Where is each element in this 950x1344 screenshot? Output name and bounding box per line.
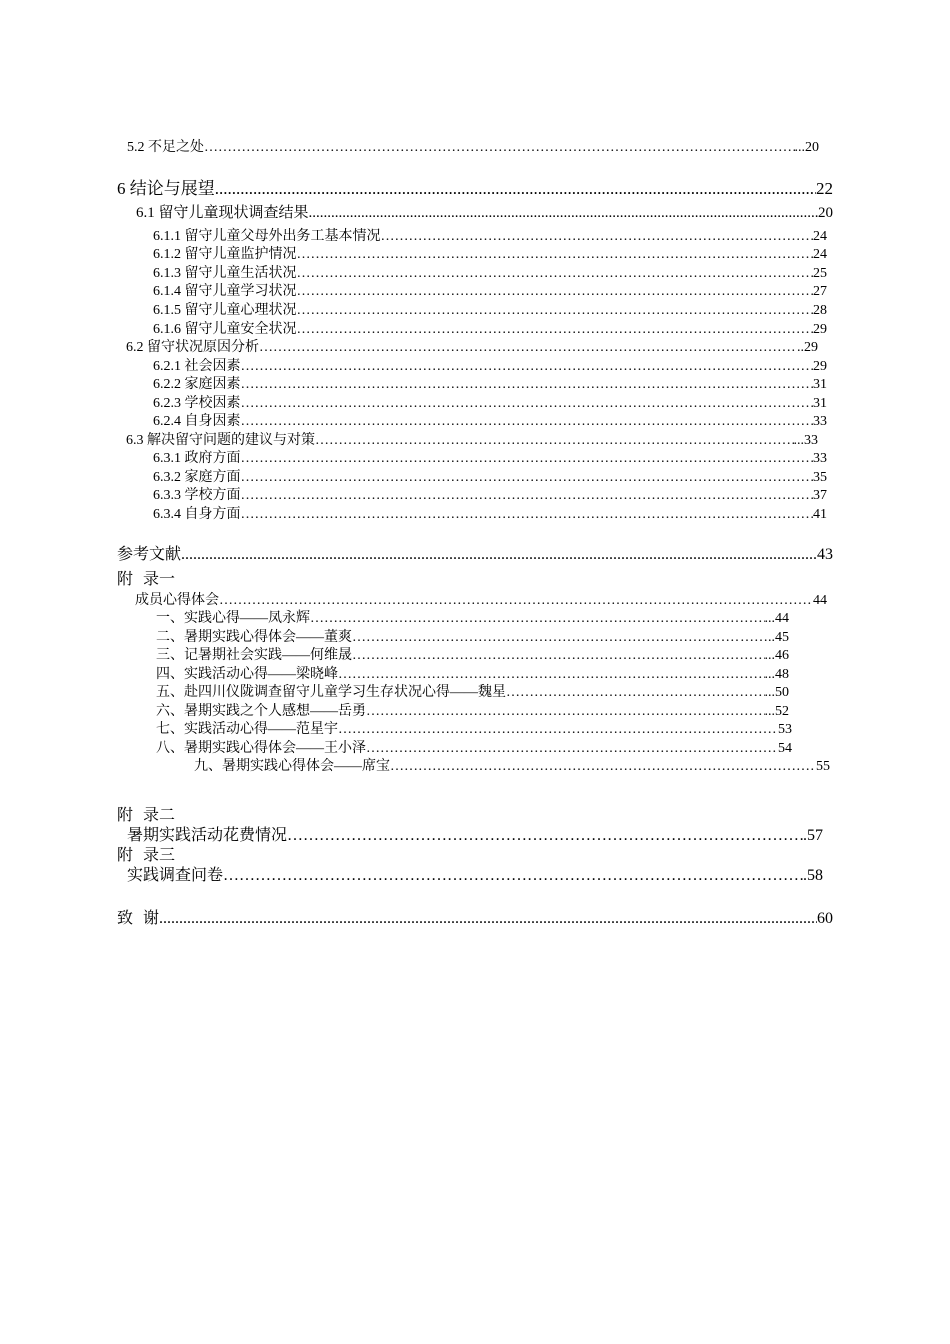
toc-leader [241, 377, 814, 393]
toc-title: 成员心得体会 [135, 593, 219, 608]
toc-page-number: 53 [778, 722, 792, 737]
toc-entry-6-3[interactable] [126, 429, 818, 449]
toc-entry-appendix-1-5[interactable] [156, 681, 789, 701]
toc-title: 6.3.4 自身方面 [153, 507, 241, 522]
toc-title: 6.1.4 留守儿童学习状况 [153, 284, 297, 299]
toc-entry-appendix-3[interactable] [127, 862, 823, 885]
appendix-3-heading: 附 录三 [117, 847, 176, 864]
toc-leader [310, 611, 765, 627]
toc-entry-appendix-1-1[interactable] [156, 607, 789, 627]
toc-page-number: 44 [813, 593, 827, 608]
toc-leader [181, 546, 817, 564]
toc-entry-members[interactable] [135, 589, 827, 609]
toc-page-number: 29 [813, 359, 827, 374]
toc-title: 6.1.2 留守儿童监护情况 [153, 247, 297, 262]
toc-title: 6.3.3 学校方面 [153, 488, 241, 503]
toc-page-number: 31 [813, 377, 827, 392]
toc-page-number: ...50 [764, 685, 789, 700]
toc-entry-6-2-4[interactable] [153, 410, 827, 430]
toc-leader [352, 648, 765, 664]
toc-leader [223, 867, 803, 885]
toc-leader [241, 507, 814, 523]
toc-entry-appendix-1-8[interactable] [156, 737, 792, 757]
toc-title: 三、记暑期社会实践——何维晟 [156, 648, 352, 663]
toc-entry-appendix-1-2[interactable] [156, 626, 789, 646]
toc-title: 6.2.3 学校因素 [153, 396, 241, 411]
toc-page-number: 22 [816, 179, 833, 198]
toc-page-number: ...33 [793, 433, 818, 448]
toc-leader [241, 414, 814, 430]
toc-title: 八、暑期实践心得体会——王小泽 [156, 741, 366, 756]
toc-title: 参考文献 [117, 546, 182, 563]
toc-title: 6.1.5 留守儿童心理状况 [153, 303, 297, 318]
toc-page-number: 28 [813, 303, 827, 318]
toc-title: 四、实践活动心得——梁晓峰 [156, 667, 338, 682]
toc-title: 致 谢 [117, 910, 160, 927]
toc-entry-6[interactable] [117, 174, 833, 199]
toc-entry-references[interactable] [117, 541, 833, 564]
toc-title: 6.2 留守状况原因分析 [126, 340, 259, 355]
appendix-1-heading: 附 录一 [117, 571, 176, 588]
appendix-2-heading: 附 录二 [117, 807, 176, 824]
toc-leader [390, 759, 816, 775]
toc-leader [259, 340, 797, 356]
toc-page-number: 20 [818, 205, 833, 221]
toc-title: 6.3 解决留守问题的建议与对策 [126, 433, 315, 448]
toc-leader [287, 827, 803, 845]
toc-page-number: .58 [803, 867, 823, 884]
toc-entry-appendix-2[interactable] [127, 822, 823, 845]
toc-title: 九、暑期实践心得体会——席宝 [194, 759, 390, 774]
toc-title: 6 结论与展望 [117, 179, 215, 198]
toc-entry-6-1-2[interactable] [153, 243, 827, 263]
toc-title: 七、实践活动心得——范星宇 [156, 722, 338, 737]
toc-page-number: 41 [813, 507, 827, 522]
toc-page-number: 43 [817, 546, 833, 563]
toc-entry-6-1-5[interactable] [153, 299, 827, 319]
toc-entry-6-2[interactable] [126, 336, 818, 356]
toc-title: 二、暑期实践心得体会——董爽 [156, 630, 352, 645]
toc-leader [338, 722, 778, 738]
toc-entry-appendix-1-3[interactable] [156, 644, 789, 664]
toc-leader [297, 303, 814, 319]
toc-entry-appendix-1-7[interactable] [156, 718, 792, 738]
toc-title: 一、实践心得——凤永辉 [156, 611, 310, 626]
toc-page-number: 31 [813, 396, 827, 411]
toc-page-number: 29 [813, 322, 827, 337]
toc-leader [297, 284, 814, 300]
toc-title: 6.2.4 自身因素 [153, 414, 241, 429]
toc-title: 五、赴四川仪陇调查留守儿童学习生存状况心得——魏星 [156, 685, 506, 700]
toc-entry-6-1[interactable] [136, 201, 833, 222]
toc-leader [204, 140, 795, 156]
toc-entry-6-3-4[interactable] [153, 503, 827, 523]
toc-entry-6-2-1[interactable] [153, 355, 827, 375]
toc-leader [309, 205, 818, 222]
toc-page-number: 37 [813, 488, 827, 503]
toc-page-number: 25 [813, 266, 827, 281]
toc-page-number: 54 [778, 741, 792, 756]
toc-title: 6.1.3 留守儿童生活状况 [153, 266, 297, 281]
toc-page-number: 60 [817, 910, 833, 927]
toc-entry-6-3-3[interactable] [153, 484, 827, 504]
toc-page-number: ...20 [794, 140, 819, 155]
toc-leader [506, 685, 765, 701]
toc-title: 实践调查问卷 [127, 867, 224, 884]
toc-entry-6-1-3[interactable] [153, 262, 827, 282]
toc-title: 六、暑期实践之个人感想——岳勇 [156, 704, 366, 719]
toc-entry-5-2[interactable] [127, 136, 819, 156]
toc-entry-appendix-1-9[interactable] [194, 755, 830, 775]
toc-entry-6-2-3[interactable] [153, 392, 827, 412]
toc-title: 6.3.2 家庭方面 [153, 470, 241, 485]
toc-title: 6.1.1 留守儿童父母外出务工基本情况 [153, 229, 381, 244]
toc-entry-6-3-1[interactable] [153, 447, 827, 467]
toc-page-number: 33 [813, 414, 827, 429]
toc-entry-6-2-2[interactable] [153, 373, 827, 393]
toc-title: 6.2.1 社会因素 [153, 359, 241, 374]
toc-page-number: ...48 [764, 667, 789, 682]
toc-entry-6-1-6[interactable] [153, 318, 827, 338]
toc-page-number: 55 [816, 759, 830, 774]
toc-page-number: 24 [813, 247, 827, 262]
toc-page-number: ……..45 [740, 630, 789, 645]
toc-entry-6-1-4[interactable] [153, 280, 827, 300]
toc-title: 6.3.1 政府方面 [153, 451, 241, 466]
toc-page-number: ...44 [764, 611, 789, 626]
toc-page-number: ...46 [764, 648, 789, 663]
toc-leader [159, 910, 817, 928]
toc-page-number: 27 [813, 284, 827, 299]
toc-title: 6.1.6 留守儿童安全状况 [153, 322, 297, 337]
toc-page-number: ...52 [764, 704, 789, 719]
toc-page-number: 24 [813, 229, 827, 244]
toc-leader [241, 488, 814, 504]
toc-title: 暑期实践活动花费情况 [127, 827, 288, 844]
toc-leader [215, 179, 816, 199]
toc-leader [297, 247, 814, 263]
toc-title: 5.2 不足之处 [127, 140, 204, 155]
toc-title: 6.2.2 家庭因素 [153, 377, 241, 392]
toc-leader [241, 451, 814, 467]
toc-entry-thanks[interactable] [117, 905, 833, 928]
toc-page-number: 35 [813, 470, 827, 485]
toc-page-number: ..29 [797, 340, 818, 355]
toc-entry-6-1-1[interactable] [153, 225, 827, 245]
toc-entry-6-3-2[interactable] [153, 466, 827, 486]
toc-entry-appendix-1-4[interactable] [156, 663, 789, 683]
toc-title: 6.1 留守儿童现状调查结果 [136, 205, 309, 221]
toc-page-number: .57 [803, 827, 823, 844]
toc-page-number: 33 [813, 451, 827, 466]
toc-entry-appendix-1-6[interactable] [156, 700, 789, 720]
